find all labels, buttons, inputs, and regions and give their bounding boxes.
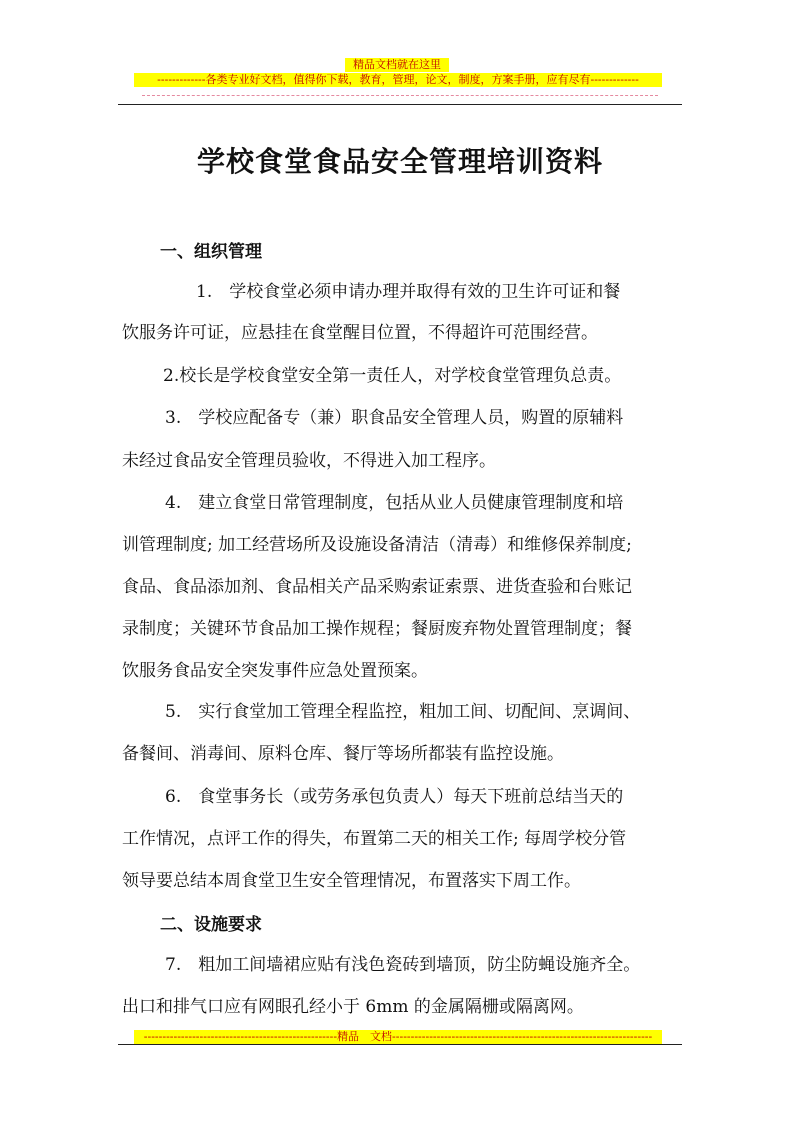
- header-rule: [118, 104, 682, 105]
- paragraph-line: 食品、食品添加剂、食品相关产品采购索证索票、进货查验和台账记: [122, 577, 632, 597]
- document-title: 学校食堂食品安全管理培训资料: [196, 145, 603, 178]
- paragraph-line: 工作情况，点评工作的得失，布置第二天的相关工作; 每周学校分管: [122, 829, 627, 849]
- paragraph-line: 领导要总结本周食堂卫生安全管理情况，布置落实下周工作。: [122, 871, 581, 891]
- paragraph-line: 出口和排气口应有网眼孔经小于 6mm 的金属隔栅或隔离网。: [122, 997, 584, 1017]
- paragraph-line: 录制度；关键环节食品加工操作规程；餐厨废弃物处置管理制度；餐: [122, 619, 632, 639]
- footer-banner: ----------------------------------------------------精品 文档----------------------------------------------------------------------: [134, 1030, 662, 1044]
- paragraph-line: 5. 实行食堂加工管理全程监控，粗加工间、切配间、烹调间、: [165, 702, 641, 722]
- paragraph-line: 备餐间、消毒间、原料仓库、餐厅等场所都装有监控设施。: [122, 744, 564, 764]
- paragraph-line: 7. 粗加工间墙裙应贴有浅色瓷砖到墙顶，防尘防蝇设施齐全。: [165, 955, 641, 975]
- header-banner-subtitle: -------------各类专业好文档，值得你下载，教育，管理，论文，制度，方案手册，应有尽有-------------: [134, 73, 662, 87]
- paragraph-line: 1. 学校食堂必须申请办理并取得有效的卫生许可证和餐: [196, 282, 621, 302]
- section-heading-facilities: 二、设施要求: [160, 915, 262, 935]
- paragraph-line: 3. 学校应配备专（兼）职食品安全管理人员，购置的原辅料: [165, 408, 624, 428]
- paragraph-line: 6. 食堂事务长（或劳务承包负责人）每天下班前总结当天的: [165, 787, 624, 807]
- paragraph-line: 2.校长是学校食堂安全第一责任人，对学校食堂管理负总责。: [163, 366, 622, 386]
- header-banner-top: 精品文档就在这里: [345, 58, 449, 72]
- paragraph-line: 未经过食品安全管理员验收，不得进入加工程序。: [122, 451, 496, 471]
- section-heading-organization: 一、组织管理: [160, 242, 262, 262]
- paragraph-line: 训管理制度; 加工经营场所及设施设备清洁（清毒）和维修保养制度;: [122, 535, 632, 555]
- paragraph-line: 饮服务许可证，应悬挂在食堂醒目位置，不得超许可范围经营。: [122, 323, 598, 343]
- footer-rule: [118, 1044, 682, 1045]
- header-dashed-divider: [142, 95, 658, 96]
- paragraph-line: 4. 建立食堂日常管理制度，包括从业人员健康管理制度和培: [165, 493, 624, 513]
- paragraph-line: 饮服务食品安全突发事件应急处置预案。: [122, 661, 428, 681]
